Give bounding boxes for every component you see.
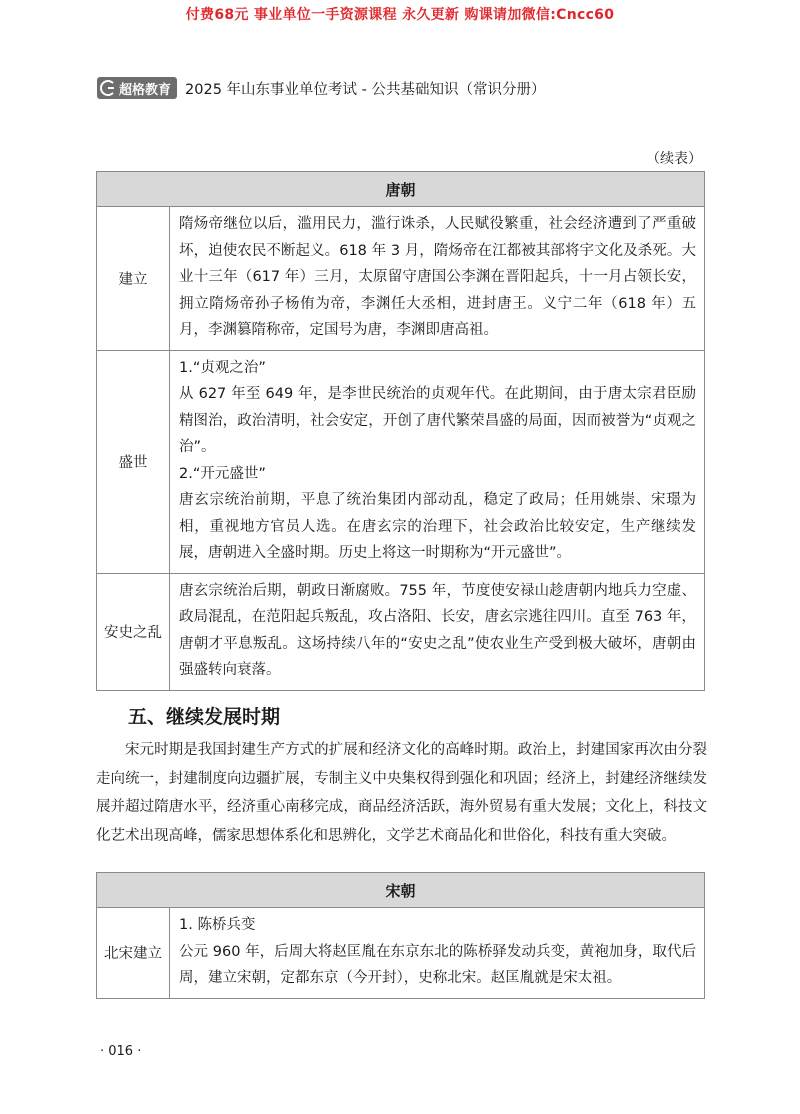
row-label: 盛世 bbox=[97, 350, 170, 573]
page-number: · 016 · bbox=[100, 1044, 142, 1059]
continued-label: （续表） bbox=[646, 151, 702, 167]
content-subheading: 2.“开元盛世” bbox=[179, 465, 266, 482]
tang-dynasty-table bbox=[96, 171, 705, 691]
table-row bbox=[97, 207, 705, 351]
document-title: 2025 年山东事业单位考试 - 公共基础知识（常识分册） bbox=[185, 81, 546, 98]
logo-text: 超格教育 bbox=[119, 82, 172, 98]
row-label: 北宋建立 bbox=[97, 908, 170, 999]
section-paragraph: 宋元时期是我国封建生产方式的扩展和经济文化的高峰时期。政治上，封建国家再次由分裂走向统一，封建制度向边疆扩展，专制主义中央集权得到强化和巩固；经济上，封建经济继续发展并超过隋唐水平，经济重心南移完成，商品经济活跃，海外贸易有重大发展；文化上，科技文化艺术出现高峰，儒家思想体系化和思辨化，文学艺术商品化和世俗化，科技有重大突破。 bbox=[96, 742, 707, 844]
row-content bbox=[170, 573, 705, 690]
content-text: 从 627 年至 649 年，是李世民统治的贞观年代。在此期间，由于唐太宗君臣励精图治，政治清明，社会安定，开创了唐代繁荣昌盛的局面，因而被誉为“贞观之治”。 bbox=[179, 386, 696, 455]
row-content bbox=[170, 908, 705, 999]
row-label: 安史之乱 bbox=[97, 573, 170, 690]
publisher-logo bbox=[97, 77, 177, 99]
row-content bbox=[170, 350, 705, 573]
content-text: 唐玄宗统治后期，朝政日渐腐败。755 年，节度使安禄山趁唐朝内地兵力空虚、政局混乱，在范阳起兵叛乱，攻占洛阳、长安，唐玄宗逃往四川。直至 763 年，唐朝才平息叛乱。这场持续八年的“安史之乱”使农业生产受到极大破坏，唐朝由强盛转向衰落。 bbox=[179, 582, 696, 678]
content-subheading: 1.“贞观之治” bbox=[179, 359, 266, 376]
row-label: 建立 bbox=[97, 207, 170, 351]
table-row bbox=[97, 350, 705, 573]
table-row bbox=[97, 573, 705, 690]
table-row bbox=[97, 908, 705, 999]
table-heading: 宋朝 bbox=[97, 873, 705, 908]
page-header bbox=[97, 76, 545, 100]
song-dynasty-table bbox=[96, 872, 705, 999]
section-title: 五、继续发展时期 bbox=[128, 706, 281, 728]
logo-icon bbox=[100, 80, 116, 96]
promo-banner: 付费68元 事业单位一手资源课程 永久更新 购课请加微信:Cncc60 bbox=[185, 7, 615, 23]
table-heading: 唐朝 bbox=[97, 172, 705, 207]
content-subheading: 1. 陈桥兵变 bbox=[179, 917, 256, 933]
content-text: 隋炀帝继位以后，滥用民力，滥行诛杀，人民赋役繁重，社会经济遭到了严重破坏，迫使农民不断起义。618 年 3 月，隋炀帝在江都被其部将宇文化及杀死。大业十三年（617 年）三月，太原留守唐国公李渊在晋阳起兵，十一月占领长安，拥立隋炀帝孙子杨侑为帝，李渊任大丞相，进封唐王。义宁二年（618 年）五月，李渊篡隋称帝，定国号为唐，李渊即唐高祖。 bbox=[179, 216, 696, 338]
row-content bbox=[170, 207, 705, 351]
content-text: 唐玄宗统治前期，平息了统治集团内部动乱，稳定了政局；任用姚崇、宋璟为相，重视地方官员人选。在唐玄宗的治理下，社会政治比较安定，生产继续发展，唐朝进入全盛时期。历史上将这一时期称为“开元盛世”。 bbox=[179, 492, 696, 561]
content-text: 公元 960 年，后周大将赵匡胤在东京东北的陈桥驿发动兵变，黄袍加身，取代后周，建立宋朝，定都东京（今开封），史称北宋。赵匡胤就是宋太祖。 bbox=[179, 943, 696, 986]
